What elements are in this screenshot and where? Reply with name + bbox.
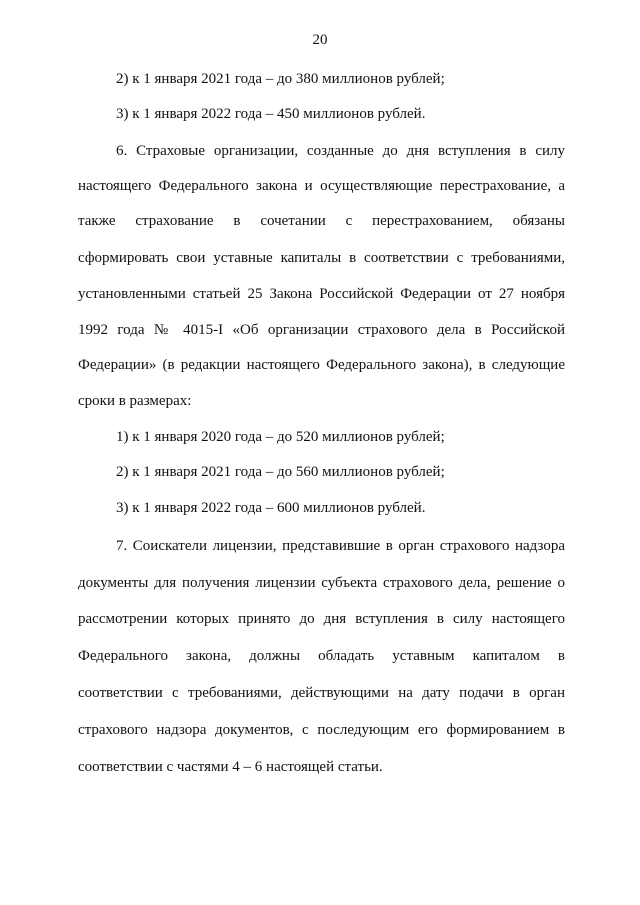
text-line: также страхование в сочетании с перестрахованием, обязаны: [78, 213, 565, 229]
text-line: документы для получения лицензии субъекта страхового дела, решение о: [78, 575, 565, 591]
text-line: настоящего Федерального закона и осуществляющие перестрахование, а: [78, 178, 565, 194]
text-line: 7. Соискатели лицензии, представившие в орган страхового надзора: [116, 538, 565, 554]
text-line: страхового надзора документов, с последующим его формированием в: [78, 722, 565, 738]
text-line: соответствии с требованиями, действующими на дату подачи в орган: [78, 685, 565, 701]
text-line: 6. Страховые организации, созданные до дня вступления в силу: [116, 143, 565, 159]
text-line: соответствии с частями 4 – 6 настоящей статьи.: [78, 759, 383, 775]
text-line: 1992 года № 4015-I «Об организации страхового дела в Российской: [78, 322, 565, 338]
text-line: установленными статьей 25 Закона Российской Федерации от 27 ноября: [78, 286, 565, 302]
text-line: рассмотрении которых принято до дня вступления в силу настоящего: [78, 611, 565, 627]
page-number: 20: [312, 32, 328, 48]
text-line: 2) к 1 января 2021 года – до 560 миллионов рублей;: [116, 464, 445, 480]
text-line: сроки в размерах:: [78, 393, 192, 409]
text-line: 3) к 1 января 2022 года – 600 миллионов рублей.: [116, 500, 426, 516]
text-line: сформировать свои уставные капиталы в соответствии с требованиями,: [78, 250, 565, 266]
text-line: Федерации» (в редакции настоящего Федерального закона), в следующие: [78, 357, 565, 373]
text-line: Федерального закона, должны обладать уставным капиталом в: [78, 648, 565, 664]
text-line: 3) к 1 января 2022 года – 450 миллионов рублей.: [116, 106, 426, 122]
text-line: 1) к 1 января 2020 года – до 520 миллионов рублей;: [116, 429, 445, 445]
text-line: 2) к 1 января 2021 года – до 380 миллионов рублей;: [116, 71, 445, 87]
